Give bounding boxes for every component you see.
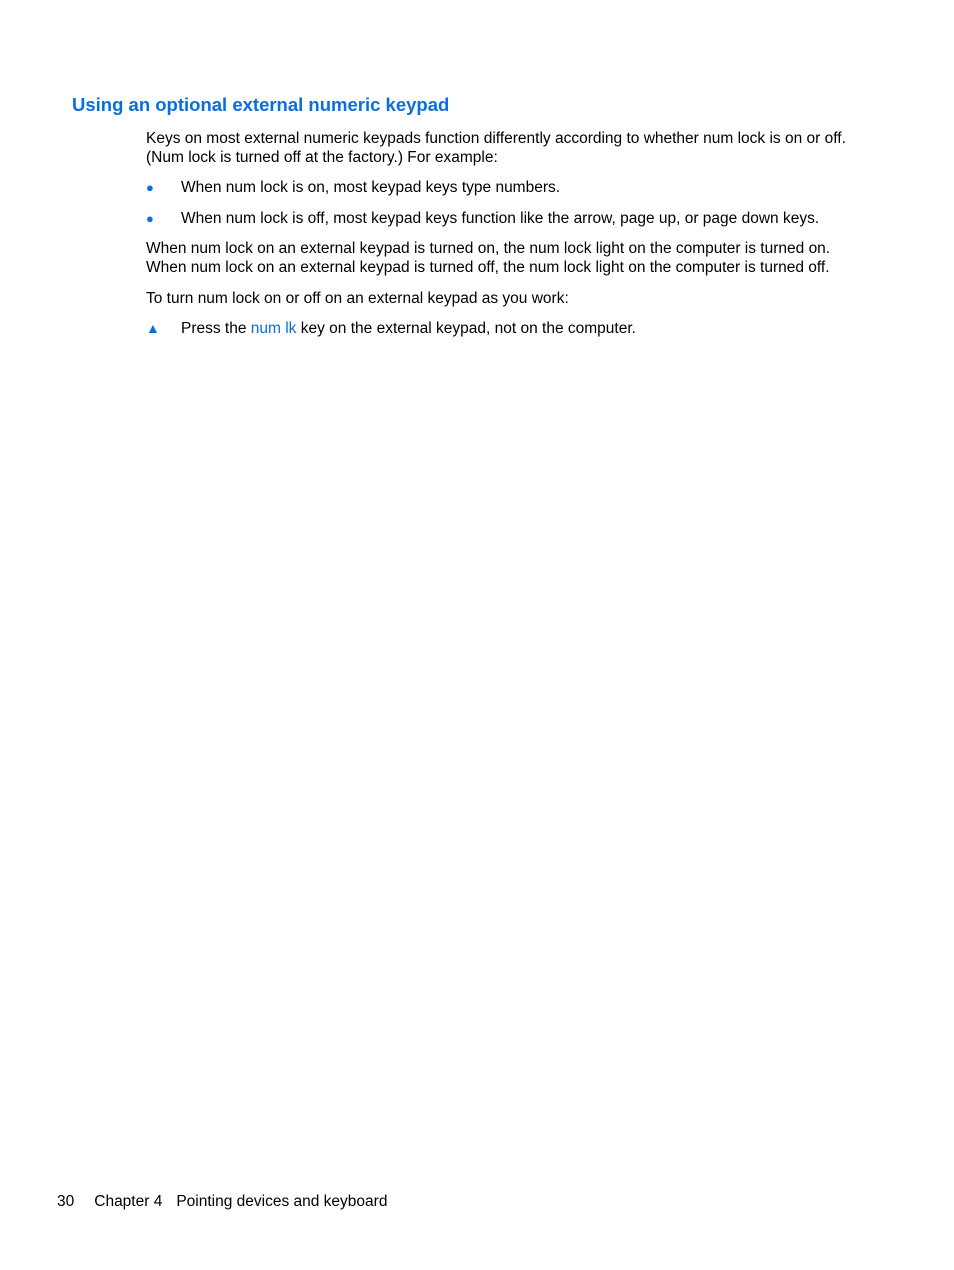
- bullet-icon: ●: [146, 180, 154, 195]
- triangle-step-icon: ▲: [146, 320, 160, 336]
- instruction-paragraph: To turn num lock on or off on an external keypad as you work:: [146, 290, 569, 307]
- intro-paragraph: Keys on most external numeric keypads function differently according to whether num lock is on or off. (Num lock is turned off at the factory.) For example:: [146, 130, 846, 166]
- step-prefix: Press the: [181, 320, 251, 337]
- page-number: 30: [57, 1193, 75, 1210]
- section-heading: Using an optional external numeric keypad: [72, 94, 450, 115]
- chapter-title: Pointing devices and keyboard: [176, 1193, 388, 1210]
- num-lk-key-link[interactable]: num lk: [250, 320, 297, 337]
- num-lock-light-paragraph: When num lock on an external keypad is turned on, the num lock light on the computer is turned on. When num lock on an external keypad is turned off, the num lock light on the computer is turned off.: [146, 240, 831, 276]
- list-item-text: When num lock is on, most keypad keys type numbers.: [181, 179, 561, 196]
- bullet-icon: ●: [146, 211, 154, 226]
- step-text: [181, 319, 636, 338]
- page-footer: [57, 1192, 387, 1211]
- step-suffix: key on the external keypad, not on the computer.: [296, 320, 636, 337]
- list-item-text: When num lock is off, most keypad keys function like the arrow, page up, or page down keys.: [181, 210, 820, 227]
- chapter-label: Chapter 4: [94, 1193, 163, 1210]
